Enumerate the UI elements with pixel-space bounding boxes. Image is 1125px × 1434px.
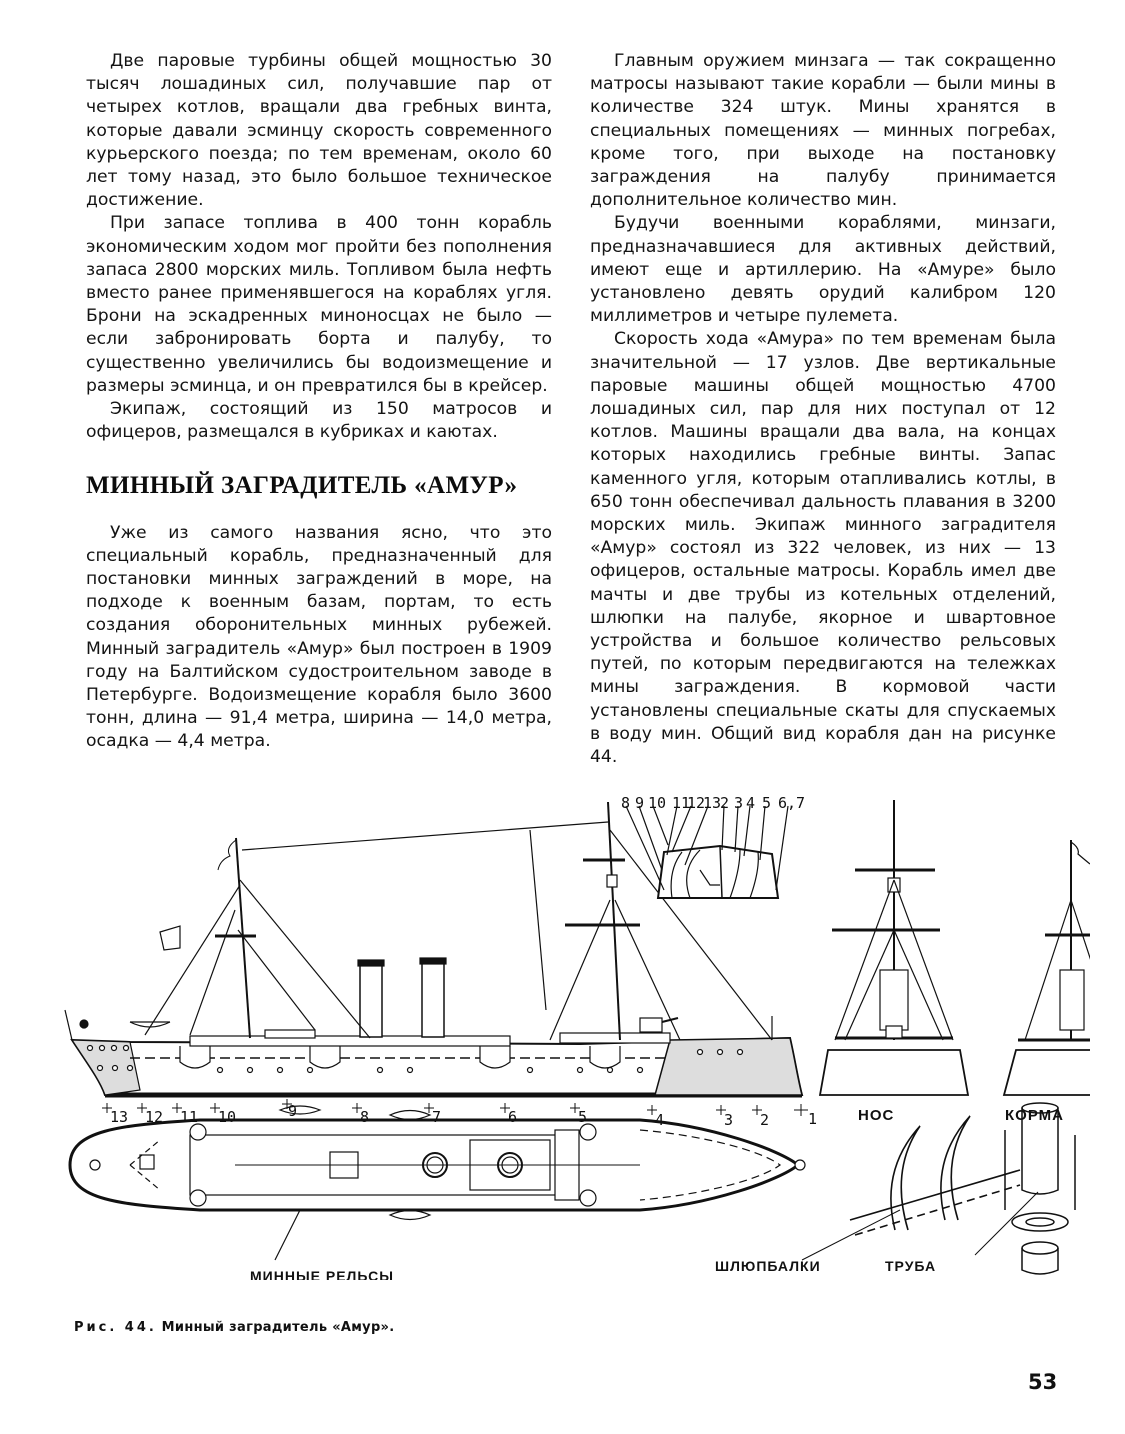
paragraph: Будучи военными кораблями, минзаги, предназначавшиеся для активных действий, имеют еще и артиллерию. На «Амуре» было установлено девять орудий калибром 120 миллиметров и четыре пулемета. bbox=[590, 213, 1056, 327]
section-label: 8 bbox=[621, 794, 631, 812]
frame-label: 7 bbox=[432, 1108, 442, 1126]
section-label: 10 bbox=[648, 794, 667, 812]
side-profile-drawing bbox=[65, 802, 802, 1095]
left-text-column bbox=[86, 50, 552, 754]
frame-label: 11 bbox=[180, 1108, 199, 1126]
section-label: 2 bbox=[720, 794, 730, 812]
ship-figure bbox=[60, 790, 1090, 1280]
frame-label: 9 bbox=[288, 1102, 298, 1120]
funnel-callout: ТРУБА bbox=[885, 1258, 937, 1274]
figure-number: Рис. 44. bbox=[74, 1320, 157, 1335]
davits-callout: ШЛЮПБАЛКИ bbox=[715, 1258, 821, 1274]
frame-label: 6 bbox=[508, 1108, 518, 1126]
paragraph: Главным оружием минзага — так сокращенно матросы называют такие корабли — были мины в количестве 324 штук. Мины хранятся в специальных помещениях — минных погребах, кроме того, при выходе на постановку заграждения на палубу принимается дополнительное количество мин. bbox=[590, 51, 1056, 211]
frame-label: 13 bbox=[110, 1108, 129, 1126]
section-labels bbox=[621, 794, 805, 812]
frame-label: 8 bbox=[360, 1108, 370, 1126]
frame-label: 12 bbox=[145, 1108, 164, 1126]
paragraph: Две паровые турбины общей мощностью 30 тысяч лошадиных сил, получавшие пар от четырех котлов, вращали два гребных винта, которые давали эсминцу скорость современного курьерского поезда; по тем временам, около 60 лет тому назад, это было большое техническое достижение. bbox=[86, 51, 552, 211]
frame-label: 10 bbox=[218, 1108, 237, 1126]
section-label: 4 bbox=[746, 794, 756, 812]
frame-label: 4 bbox=[655, 1111, 665, 1129]
figure-title: Минный заградитель «Амур». bbox=[161, 1320, 395, 1335]
mine-rails-callout: МИННЫЕ РЕЛЬСЫ bbox=[250, 1268, 394, 1280]
right-text-column bbox=[590, 50, 1056, 769]
frame-label: 3 bbox=[724, 1111, 734, 1129]
funnel-detail-drawing bbox=[975, 1103, 1075, 1274]
section-label: 13 bbox=[703, 794, 722, 812]
ship-drawing bbox=[60, 790, 1090, 1280]
section-label: 9 bbox=[635, 794, 645, 812]
section-label: 11 bbox=[672, 794, 691, 812]
paragraph: При запасе топлива в 400 тонн корабль экономическим ходом мог пройти без пополнения запаса 2800 морских миль. Топливом была нефть вместо ранее применявшегося на кораблях угля. Брони на эскадренных миноносцах не было — если забронировать борта и палубу, то существенно увеличились бы водоизмещение и размеры эсминца, и он превратился бы в крейсер. bbox=[86, 213, 552, 396]
frame-label: 5 bbox=[578, 1108, 588, 1126]
paragraph: Экипаж, состоящий из 150 матросов и офицеров, размещался в кубриках и каютах. bbox=[86, 399, 552, 443]
hull-section-inset bbox=[626, 806, 788, 898]
frame-label: 1 bbox=[808, 1110, 818, 1128]
figure-caption bbox=[74, 1320, 395, 1335]
page-number: 53 bbox=[1028, 1370, 1058, 1394]
frame-label: 2 bbox=[760, 1111, 770, 1129]
stern-view-label: КОРМА bbox=[1005, 1107, 1064, 1124]
stern-view-drawing bbox=[1004, 840, 1090, 1095]
section-heading: МИННЫЙ ЗАГРАДИТЕЛЬ «АМУР» bbox=[86, 472, 518, 500]
davit-detail-drawing bbox=[802, 1116, 1020, 1260]
section-label: 3 bbox=[734, 794, 744, 812]
section-label: 6,7 bbox=[778, 794, 806, 812]
bow-view-label: НОС bbox=[858, 1107, 895, 1124]
plan-view-drawing bbox=[70, 1106, 805, 1260]
bow-view-drawing bbox=[820, 800, 968, 1095]
paragraph: Уже из самого названия ясно, что это специальный корабль, предназначенный для постановки минных заграждений в море, на подходе к военным базам, портам, то есть создания оборонительных минных рубежей. Минный заградитель «Амур» был построен в 1909 году на Балтийском судостроительном заводе в Петербурге. Водоизмещение корабля было 3600 тонн, длина — 91,4 метра, ширина — 14,0 метра, осадка — 4,4 метра. bbox=[86, 522, 552, 752]
paragraph: Скорость хода «Амура» по тем временам была значительной — 17 узлов. Две вертикальные паровые машины общей мощностью 4700 лошадиных сил, пар для них поступал от 12 котлов. Машины вращали два вала, на концах которых находились гребные винты. Запас каменного угля, которым отапливались котлы, в 650 тонн обеспечивал дальность плавания в 3200 морских миль. Экипаж минного заградителя «Амур» состоял из 322 человек, из них — 13 офицеров, остальные матросы. Корабль имел две мачты и две трубы из котельных отделений, шлюпки на палубе, якорное и швартовное устройства и большое количество рельсовых путей, по которым передвигаются на тележках мины заграждения. В кормовой части установлены специальные скаты для спускаемых в воду мин. Общий вид корабля дан на рисунке 44. bbox=[590, 329, 1056, 768]
section-label: 12 bbox=[687, 794, 706, 812]
section-label: 5 bbox=[762, 794, 772, 812]
